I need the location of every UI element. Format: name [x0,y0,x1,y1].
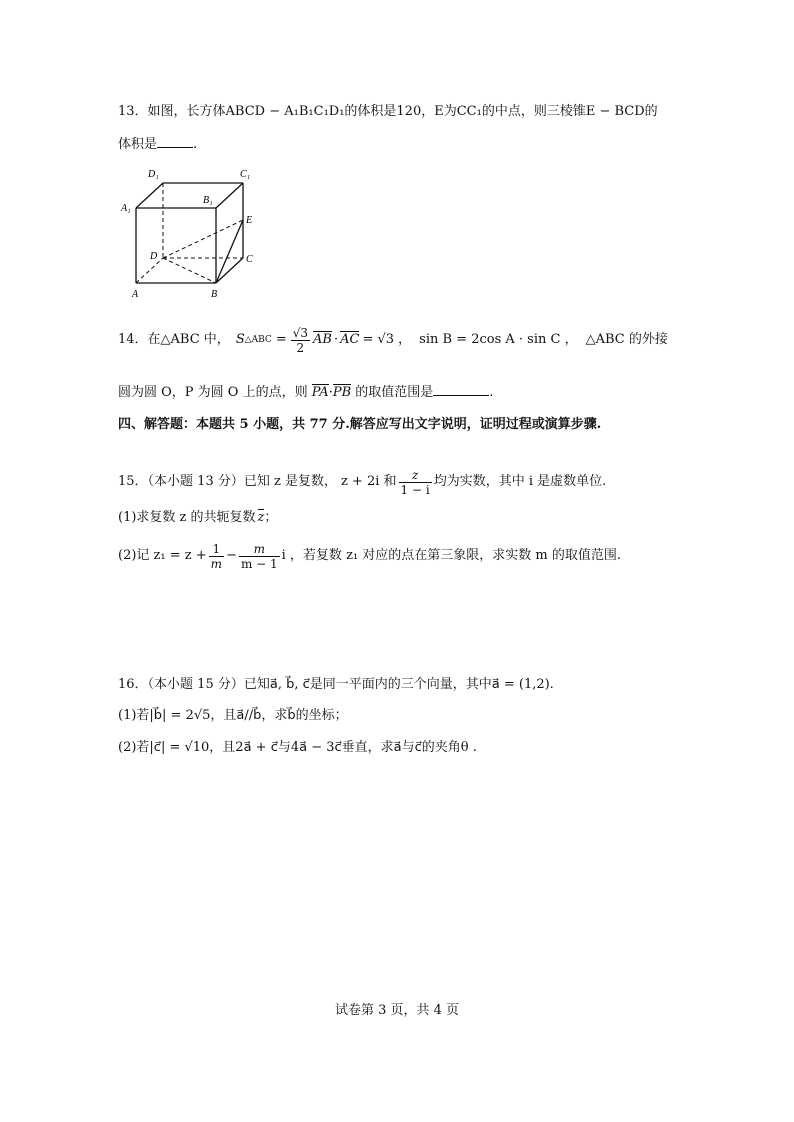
q15-part1-text: (1)求复数 z 的共轭复数 [118,510,256,525]
page-footer: 试卷第 3 页，共 4 页 [334,1003,460,1018]
q15-part1-end: ； [264,510,278,525]
q14-dot: · [333,332,339,347]
q14-prefix: 14．在△ABC 中， [118,332,230,347]
q14-vec-pb: PB [332,385,352,400]
q14-s-sub: △ABC [244,335,272,345]
q13-line2-text: 体积是 [118,137,158,152]
q15-frac-num: z [399,468,432,483]
segment-DB [163,258,216,283]
q15-f1-num: 1 [209,542,224,557]
q14-dot2: · [328,385,333,400]
label-C: C [246,254,253,265]
label-A: A [132,289,139,300]
label-D: D [150,251,158,262]
q14-eq1: = [275,332,287,347]
q14-eq2: = √3 ， [362,332,412,347]
q13-answer-blank [157,135,193,148]
q13-line2 [118,135,197,154]
q15-part1 [118,509,277,527]
q14-frac-den: 2 [296,340,305,355]
label-B1: B₁ [203,195,213,206]
q13-line1: 13．如图，长方体ABCD − A₁B₁C₁D₁的体积是120，E为CC₁的中点，则三棱锥E − BCD的 [118,104,658,119]
q15-part2-frac2 [239,542,280,571]
edge-BC [216,258,243,283]
q14-line2-end: . [489,385,494,400]
label-D1: D₁ [148,169,159,180]
label-A1: A₁ [121,203,131,214]
q14-answer-blank [433,383,489,396]
q14-vec-pa: PA [311,385,329,400]
q15-part2-minus: − [226,548,237,563]
edge-A1D1 [136,183,163,208]
q14-s-label: S [235,332,245,347]
label-C1: C₁ [240,169,251,180]
q15-part2 [118,537,621,575]
q16-part1: (1)若|b⃗| = 2√5，且a⃗//b⃗，求b⃗的坐标； [118,708,348,723]
q15-stem [118,465,606,499]
segment-DE [163,220,243,258]
q15-frac-den: 1 − i [400,482,430,497]
q15-fraction [399,468,432,497]
q14-vec-ab: AB [313,332,332,347]
label-E: E [246,215,253,226]
q14-vec-ac: AC [340,332,360,347]
q14-line2 [118,383,493,402]
q15-part2-a: (2)记 z₁ = z + [118,548,207,563]
q14-line2-b: 的取值范围是 [355,385,434,400]
segment-EB [216,220,243,283]
label-B: B [211,289,218,300]
q15-f1-den: m [210,556,223,571]
q15-conjugate-z: z [257,510,265,525]
q14-tail: △ABC 的外接 [585,332,668,347]
q13-line2-end: . [193,137,198,152]
cuboid-figure [118,163,268,303]
q14-condition: sin B = 2cos A · sin C ， [419,332,578,347]
q14-fraction [291,326,310,355]
q15-f2-num: m [239,542,280,557]
q15-f2-den: m − 1 [240,556,278,571]
q16-stem: 16．（本小题 15 分）已知a⃗, b⃗, c⃗是同一平面内的三个向量，其中a⃗ = (1,2). [118,677,554,692]
q15-part2-b: i ，若复数 z₁ 对应的点在第三象限，求实数 m 的取值范围. [281,548,621,563]
q14-line2-a: 圆为圆 O，P 为圆 O 上的点，则 [118,385,308,400]
q15-stem-c: 均为实数，其中 i 是虚数单位. [433,474,607,489]
q15-stem-b: z + 2i 和 [340,474,397,489]
q16-part2: (2)若|c⃗| = √10，且2a⃗ + c⃗与4a⃗ − 3c⃗垂直，求a⃗与c⃗的夹角θ . [118,740,477,755]
q15-stem-a: 15．（本小题 13 分）已知 z 是复数， [118,474,337,489]
q14-frac-num: √3 [292,325,308,340]
section-4-heading: 四、解答题：本题共 5 小题，共 77 分.解答应写出文字说明，证明过程或演算步骤. [118,417,602,432]
edge-B1C1 [216,183,243,208]
q15-part2-frac1 [209,542,224,571]
q14-line1 [118,321,668,359]
